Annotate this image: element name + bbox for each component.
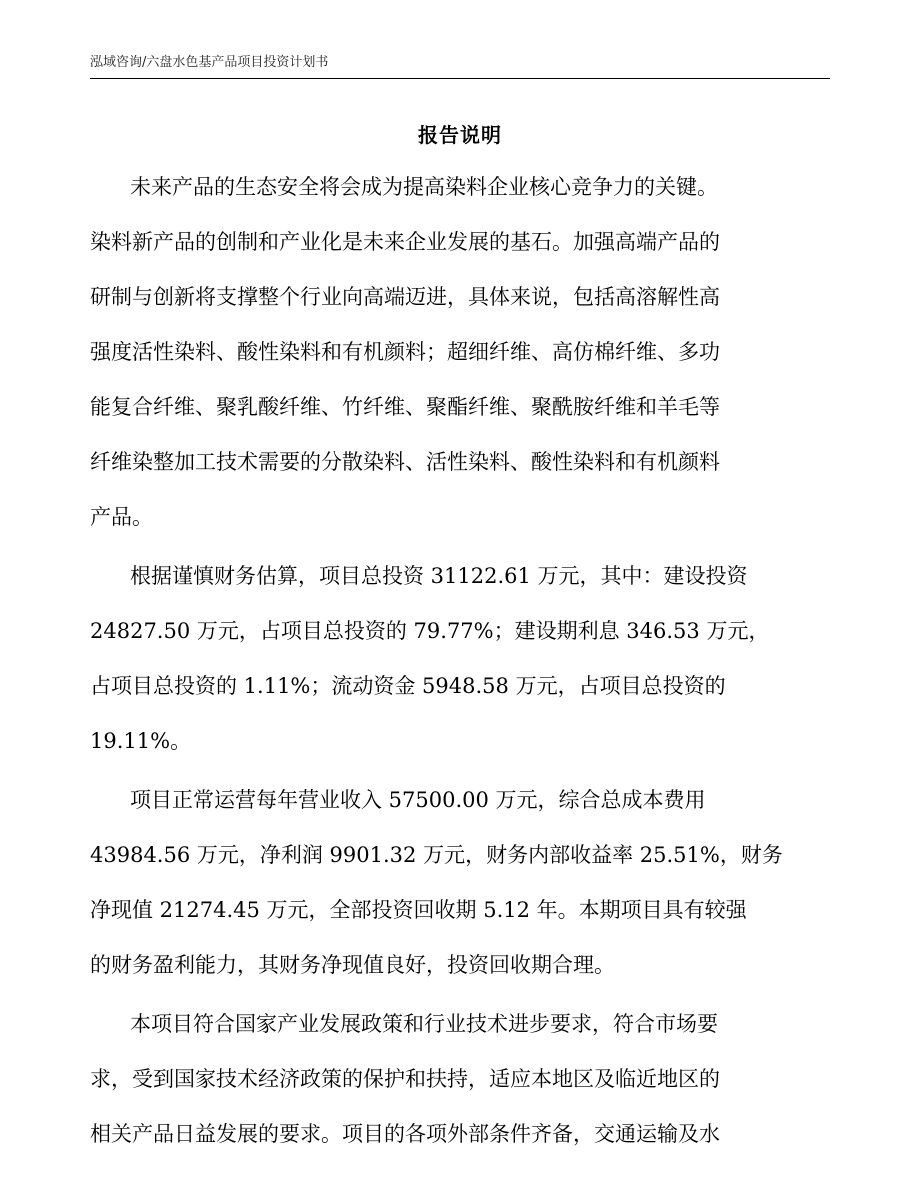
- paragraph-line: 43984.56 万元，净利润 9901.32 万元，财务内部收益率 25.51%，财务: [90, 843, 783, 867]
- paragraph-line: 相关产品日益发展的要求。项目的各项外部条件齐备，交通运输及水: [90, 1122, 720, 1146]
- section-title: 报告说明: [418, 123, 502, 147]
- paragraph-line: 未来产品的生态安全将会成为提高染料企业核心竞争力的关键。: [130, 175, 718, 199]
- paragraph-line: 净现值 21274.45 万元，全部投资回收期 5.12 年。本期项目具有较强: [90, 898, 747, 922]
- paragraph-line: 根据谨慎财务估算，项目总投资 31122.61 万元，其中：建设投资: [130, 564, 748, 588]
- paragraph-line: 求，受到国家技术经济政策的保护和扶持，适应本地区及临近地区的: [90, 1067, 720, 1091]
- paragraph-line: 染料新产品的创制和产业化是未来企业发展的基石。加强高端产品的: [90, 230, 720, 254]
- running-header: 泓域咨询/六盘水色基产品项目投资计划书: [90, 55, 329, 70]
- paragraph-line: 24827.50 万元，占项目总投资的 79.77%；建设期利息 346.53 万元，: [90, 619, 770, 643]
- paragraph-line: 占项目总投资的 1.11%；流动资金 5948.58 万元，占项目总投资的: [90, 674, 726, 698]
- paragraph-line: 19.11%。: [90, 729, 192, 753]
- paragraph-line: 强度活性染料、酸性染料和有机颜料；超细纤维、高仿棉纤维、多功: [90, 340, 720, 364]
- paragraph-line: 产品。: [90, 505, 153, 529]
- header-divider: [90, 78, 830, 79]
- paragraph-policy-compliance: [90, 997, 830, 1162]
- paragraph-financial-returns: [90, 773, 830, 993]
- document-body: [90, 160, 830, 1162]
- paragraph-line: 纤维染整加工技术需要的分散染料、活性染料、酸性染料和有机颜料: [90, 450, 720, 474]
- paragraph-product-outlook: [90, 160, 830, 545]
- paragraph-line: 项目正常运营每年营业收入 57500.00 万元，综合总成本费用: [130, 788, 706, 812]
- paragraph-line: 本项目符合国家产业发展政策和行业技术进步要求，符合市场要: [130, 1012, 718, 1036]
- paragraph-investment-estimate: [90, 549, 830, 769]
- paragraph-line: 研制与创新将支撑整个行业向高端迈进，具体来说，包括高溶解性高: [90, 285, 720, 309]
- paragraph-line: 的财务盈利能力，其财务净现值良好，投资回收期合理。: [90, 953, 615, 977]
- paragraph-line: 能复合纤维、聚乳酸纤维、竹纤维、聚酯纤维、聚酰胺纤维和羊毛等: [90, 395, 720, 419]
